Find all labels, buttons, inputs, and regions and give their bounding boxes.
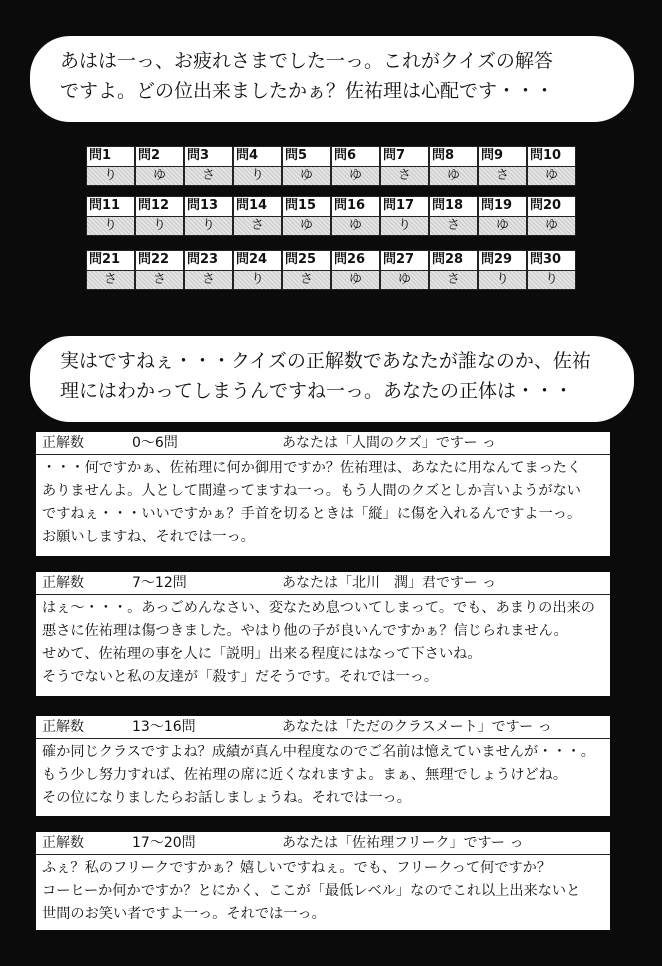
question-number-cell: 問27	[380, 250, 429, 270]
answer-cell: さ	[282, 270, 331, 290]
result-line: はぇ～・・・。あっごめんなさい、変なため息ついてしまって。でも、あまりの出来の	[42, 600, 595, 616]
intro-line: あはは一っ、お疲れさまでした一っ。これがクイズの解答	[60, 50, 553, 72]
question-number-cell: 問26	[331, 250, 380, 270]
answer-cell: さ	[86, 270, 135, 290]
result-box-7-12	[36, 572, 610, 696]
question-number-cell: 問16	[331, 196, 380, 216]
question-number-cell: 問13	[184, 196, 233, 216]
answer-cell: さ	[429, 270, 478, 290]
answer-cell: り	[380, 216, 429, 236]
result-header	[36, 432, 610, 455]
question-number-cell: 問12	[135, 196, 184, 216]
question-number-cell: 問2	[135, 146, 184, 166]
answer-cell: り	[233, 166, 282, 186]
middle-line: 理にはわかってしまうんですね一っ。あなたの正体は・・・	[60, 380, 574, 402]
result-line: 悪さに佐祐理は傷つきました。やはり他の子が良いんですかぁ？信じられません。	[42, 623, 568, 639]
answer-table-row-2	[86, 196, 576, 236]
question-number-cell: 問10	[527, 146, 576, 166]
question-number-cell: 問15	[282, 196, 331, 216]
question-number-cell: 問1	[86, 146, 135, 166]
question-number-cell: 問18	[429, 196, 478, 216]
answer-cell: さ	[380, 166, 429, 186]
question-number-cell: 問30	[527, 250, 576, 270]
result-label: 正解数	[42, 435, 84, 451]
answer-cell: り	[86, 166, 135, 186]
question-number-cell: 問6	[331, 146, 380, 166]
question-number-cell: 問29	[478, 250, 527, 270]
question-number-cell: 問19	[478, 196, 527, 216]
question-number-cell: 問7	[380, 146, 429, 166]
result-line: ありませんよ。人として間違ってますね一っ。もう人間のクズとしか言いようがない	[42, 483, 581, 499]
question-number-cell: 問28	[429, 250, 478, 270]
result-line: コーヒーか何かですか？とにかく、ここが「最低レベル」なのでこれ以上出来ないと	[42, 883, 581, 899]
answer-cell: り	[527, 270, 576, 290]
question-number-cell: 問14	[233, 196, 282, 216]
question-number-cell: 問9	[478, 146, 527, 166]
answer-cell: ゆ	[478, 216, 527, 236]
middle-line: 実はですねぇ・・・クイズの正解数であなたが誰なのか、佐祐	[60, 350, 591, 372]
answer-cell: ゆ	[527, 216, 576, 236]
answer-cell: ゆ	[282, 166, 331, 186]
middle-speech-bubble	[30, 336, 634, 422]
question-number-cell: 問4	[233, 146, 282, 166]
answer-cell: ゆ	[135, 166, 184, 186]
result-range: 17～20問	[132, 835, 196, 851]
answer-cell: ゆ	[380, 270, 429, 290]
question-number-cell: 問20	[527, 196, 576, 216]
question-number-cell: 問17	[380, 196, 429, 216]
result-range: 0～6問	[132, 435, 178, 451]
question-number-cell: 問25	[282, 250, 331, 270]
result-line: その位になりましたらお話しましょうね。それでは一っ。	[42, 790, 411, 806]
result-title: あなたは「北川 潤」君ですー っ	[282, 575, 497, 591]
result-body	[36, 595, 610, 693]
question-number-cell: 問3	[184, 146, 233, 166]
result-header	[36, 572, 610, 595]
answer-cell: り	[135, 216, 184, 236]
result-label: 正解数	[42, 719, 84, 735]
result-body	[36, 455, 610, 553]
question-number-cell: 問11	[86, 196, 135, 216]
answer-cell: ゆ	[429, 166, 478, 186]
answer-cell: り	[184, 216, 233, 236]
result-line: 世間のお笑い者ですよ一っ。それでは一っ。	[42, 906, 326, 922]
question-number-cell: 問22	[135, 250, 184, 270]
answer-table-row-1	[86, 146, 576, 186]
result-range: 7～12問	[132, 575, 187, 591]
intro-line: ですよ。どの位出来ましたかぁ？佐祐理は心配です・・・	[60, 80, 555, 102]
answer-cell: り	[86, 216, 135, 236]
result-title: あなたは「佐祐理フリーク」ですー っ	[282, 835, 524, 851]
result-range: 13～16問	[132, 719, 196, 735]
answer-cell: さ	[233, 216, 282, 236]
result-line: ・・・何ですかぁ、佐祐理に何か御用ですか？佐祐理は、あなたに用なんてまったく	[42, 460, 582, 476]
result-box-0-6	[36, 432, 610, 556]
question-number-cell: 問5	[282, 146, 331, 166]
result-label: 正解数	[42, 575, 84, 591]
question-number-cell: 問21	[86, 250, 135, 270]
answer-cell: ゆ	[282, 216, 331, 236]
result-line: ですねぇ・・・いいですかぁ？手首を切るときは「縦」に傷を入れるんですよ一っ。	[42, 506, 582, 522]
answer-cell: り	[233, 270, 282, 290]
result-body	[36, 739, 610, 814]
result-title: あなたは「人間のクズ」ですー っ	[282, 435, 496, 451]
result-box-13-16	[36, 716, 610, 816]
answer-cell: さ	[429, 216, 478, 236]
answer-cell: さ	[184, 166, 233, 186]
intro-speech-bubble	[30, 36, 634, 122]
answer-cell: り	[478, 270, 527, 290]
question-number-cell: 問8	[429, 146, 478, 166]
result-line: せめて、佐祐理の事を人に「説明」出来る程度にはなって下さいね。	[42, 646, 482, 662]
result-label: 正解数	[42, 835, 84, 851]
answer-cell: さ	[184, 270, 233, 290]
answer-cell: ゆ	[331, 270, 380, 290]
result-box-17-20	[36, 832, 610, 930]
result-line: もう少し努力すれば、佐祐理の席に近くなれますよ。まぁ、無理でしょうけどね。	[42, 767, 567, 783]
result-line: そうでないと私の友達が「殺す」だそうです。それでは一っ。	[42, 669, 439, 685]
result-line: ふぇ？私のフリークですかぁ？嬉しいですねぇ。でも、フリークって何ですか？	[42, 860, 552, 876]
answer-cell: ゆ	[331, 166, 380, 186]
answer-table-row-3	[86, 250, 576, 290]
question-number-cell: 問24	[233, 250, 282, 270]
result-header	[36, 832, 610, 855]
answer-cell: さ	[135, 270, 184, 290]
result-line: 確か同じクラスですよね？成績が真ん中程度なのでご名前は憶えていませんが・・・。	[42, 744, 595, 760]
answer-cell: ゆ	[527, 166, 576, 186]
question-number-cell: 問23	[184, 250, 233, 270]
result-line: お願いしますね、それでは一っ。	[42, 529, 255, 545]
result-header	[36, 716, 610, 739]
answer-cell: さ	[478, 166, 527, 186]
answer-cell: ゆ	[331, 216, 380, 236]
result-title: あなたは「ただのクラスメート」ですー っ	[282, 719, 552, 735]
result-body	[36, 855, 610, 930]
